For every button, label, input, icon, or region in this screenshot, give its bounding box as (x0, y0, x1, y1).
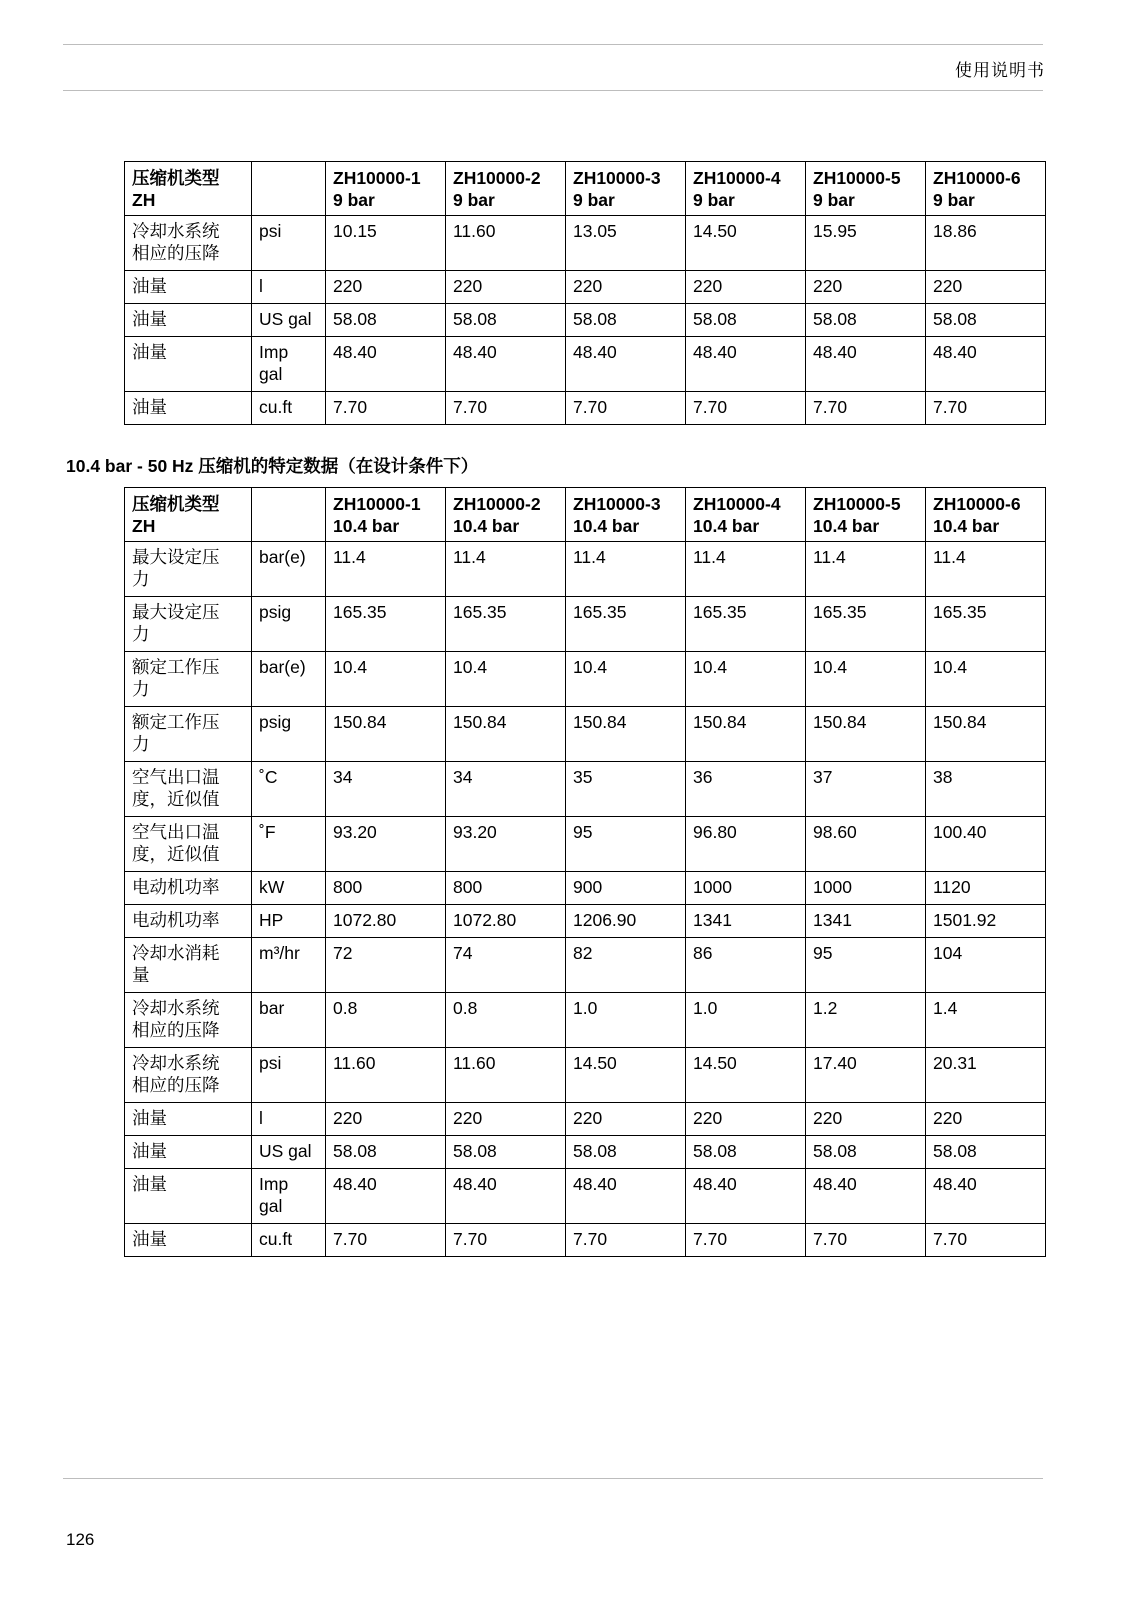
row-label-cell (125, 707, 252, 762)
row-label-line: 空气出口温 (132, 822, 220, 842)
value-cell: 48.40 (686, 337, 806, 392)
row-unit-cell (252, 392, 326, 425)
row-unit-line: Imp (259, 1174, 289, 1194)
row-label-line: 相应的压降 (132, 1020, 220, 1040)
model-name: ZH10000-4 (693, 168, 781, 188)
header-label-cell (125, 488, 252, 542)
header-model-cell (326, 162, 446, 216)
row-label-line: 电动机功率 (132, 910, 220, 930)
row-label-line: 油量 (132, 1229, 167, 1249)
table-row (125, 216, 1046, 271)
value-cell: 10.4 (566, 652, 686, 707)
header-model-cell (686, 162, 806, 216)
model-pressure: 10.4 bar (813, 516, 880, 536)
header-label-line: ZH (132, 516, 156, 536)
row-unit-line: Imp (259, 342, 289, 362)
row-label-line: 力 (132, 624, 150, 644)
value-cell: 14.50 (686, 216, 806, 271)
table-row (125, 1169, 1046, 1224)
value-cell: 104 (926, 938, 1046, 993)
row-label-cell (125, 216, 252, 271)
value-cell: 800 (326, 872, 446, 905)
value-cell: 48.40 (806, 1169, 926, 1224)
header-label-cell (125, 162, 252, 216)
row-unit-cell (252, 337, 326, 392)
model-name: ZH10000-1 (333, 494, 421, 514)
value-cell: 7.70 (326, 392, 446, 425)
value-cell: 48.40 (926, 1169, 1046, 1224)
row-label-line: 力 (132, 734, 150, 754)
value-cell: 34 (446, 762, 566, 817)
row-unit-line: cu.ft (259, 397, 293, 417)
value-cell: 150.84 (806, 707, 926, 762)
value-cell: 58.08 (566, 304, 686, 337)
model-pressure: 9 bar (573, 190, 615, 210)
table-row (125, 938, 1046, 993)
row-unit-cell (252, 872, 326, 905)
model-pressure: 9 bar (933, 190, 975, 210)
row-unit-line: bar(e) (259, 657, 306, 677)
value-cell: 7.70 (566, 392, 686, 425)
model-pressure: 10.4 bar (453, 516, 520, 536)
value-cell: 220 (926, 271, 1046, 304)
value-cell: 58.08 (926, 304, 1046, 337)
table-row (125, 542, 1046, 597)
row-label-cell (125, 993, 252, 1048)
value-cell: 800 (446, 872, 566, 905)
value-cell: 82 (566, 938, 686, 993)
table-header-row (125, 488, 1046, 542)
value-cell: 36 (686, 762, 806, 817)
header-model-cell (806, 162, 926, 216)
value-cell: 1.4 (926, 993, 1046, 1048)
table-row (125, 597, 1046, 652)
value-cell: 220 (806, 1103, 926, 1136)
value-cell: 11.60 (446, 216, 566, 271)
model-pressure: 10.4 bar (933, 516, 1000, 536)
row-unit-cell (252, 993, 326, 1048)
row-unit-line: m³/hr (259, 943, 300, 963)
row-unit-cell (252, 304, 326, 337)
row-label-cell (125, 337, 252, 392)
row-unit-line: bar(e) (259, 547, 306, 567)
value-cell: 96.80 (686, 817, 806, 872)
row-unit-line: gal (259, 364, 283, 384)
value-cell: 86 (686, 938, 806, 993)
value-cell: 34 (326, 762, 446, 817)
value-cell: 93.20 (326, 817, 446, 872)
row-label-cell (125, 817, 252, 872)
row-unit-line: l (259, 276, 263, 296)
row-label-line: 额定工作压 (132, 712, 220, 732)
row-label-line: 油量 (132, 1108, 167, 1128)
row-label-line: 油量 (132, 342, 167, 362)
value-cell: 165.35 (566, 597, 686, 652)
row-label-line: 最大设定压 (132, 547, 220, 567)
value-cell: 165.35 (446, 597, 566, 652)
value-cell: 48.40 (326, 1169, 446, 1224)
row-unit-line: US gal (259, 1141, 312, 1161)
value-cell: 150.84 (326, 707, 446, 762)
value-cell: 48.40 (446, 337, 566, 392)
table-row (125, 271, 1046, 304)
row-label-line: 量 (132, 965, 150, 985)
row-unit-cell (252, 905, 326, 938)
header-model-cell (926, 162, 1046, 216)
value-cell: 10.4 (686, 652, 806, 707)
value-cell: 11.4 (326, 542, 446, 597)
value-cell: 150.84 (446, 707, 566, 762)
value-cell: 220 (686, 271, 806, 304)
header-model-cell (446, 488, 566, 542)
value-cell: 58.08 (926, 1136, 1046, 1169)
value-cell: 35 (566, 762, 686, 817)
header-title: 使用说明书 (955, 61, 1045, 80)
header-label-line: 压缩机类型 (132, 168, 220, 188)
row-label-cell (125, 304, 252, 337)
value-cell: 1000 (806, 872, 926, 905)
header-unit-cell (252, 488, 326, 542)
row-label-line: 油量 (132, 1141, 167, 1161)
row-unit-line: psi (259, 221, 282, 241)
value-cell: 11.60 (446, 1048, 566, 1103)
value-cell: 58.08 (686, 304, 806, 337)
header-label-line: 压缩机类型 (132, 494, 220, 514)
row-unit-cell (252, 216, 326, 271)
model-pressure: 9 bar (693, 190, 735, 210)
row-label-cell (125, 1169, 252, 1224)
row-label-line: 油量 (132, 1174, 167, 1194)
value-cell: 10.4 (326, 652, 446, 707)
value-cell: 95 (806, 938, 926, 993)
model-name: ZH10000-3 (573, 168, 661, 188)
row-unit-line: bar (259, 998, 285, 1018)
row-label-line: 油量 (132, 309, 167, 329)
value-cell: 1.0 (686, 993, 806, 1048)
row-label-line: 度，近似值 (132, 789, 220, 809)
row-label-line: 电动机功率 (132, 877, 220, 897)
table-row (125, 392, 1046, 425)
value-cell: 1072.80 (326, 905, 446, 938)
value-cell: 1120 (926, 872, 1046, 905)
value-cell: 11.60 (326, 1048, 446, 1103)
row-unit-cell (252, 817, 326, 872)
row-label-line: 冷却水消耗 (132, 943, 220, 963)
value-cell: 0.8 (446, 993, 566, 1048)
model-name: ZH10000-6 (933, 168, 1021, 188)
model-pressure: 10.4 bar (693, 516, 760, 536)
value-cell: 10.15 (326, 216, 446, 271)
value-cell: 13.05 (566, 216, 686, 271)
table-row (125, 1136, 1046, 1169)
value-cell: 11.4 (806, 542, 926, 597)
row-unit-cell (252, 762, 326, 817)
row-label-line: 冷却水系统 (132, 998, 220, 1018)
header-model-cell (806, 488, 926, 542)
value-cell: 58.08 (806, 1136, 926, 1169)
row-unit-line: psig (259, 712, 292, 732)
value-cell: 7.70 (446, 392, 566, 425)
row-unit-cell (252, 1224, 326, 1257)
value-cell: 10.4 (806, 652, 926, 707)
value-cell: 165.35 (806, 597, 926, 652)
value-cell: 7.70 (566, 1224, 686, 1257)
value-cell: 58.08 (806, 304, 926, 337)
table-row (125, 872, 1046, 905)
value-cell: 165.35 (326, 597, 446, 652)
value-cell: 7.70 (686, 1224, 806, 1257)
value-cell: 93.20 (446, 817, 566, 872)
value-cell: 220 (326, 271, 446, 304)
value-cell: 48.40 (566, 1169, 686, 1224)
value-cell: 14.50 (686, 1048, 806, 1103)
value-cell: 15.95 (806, 216, 926, 271)
header-model-cell (686, 488, 806, 542)
table-row (125, 817, 1046, 872)
value-cell: 100.40 (926, 817, 1046, 872)
value-cell: 150.84 (686, 707, 806, 762)
row-label-cell (125, 1103, 252, 1136)
model-name: ZH10000-1 (333, 168, 421, 188)
row-unit-cell (252, 542, 326, 597)
value-cell: 7.70 (446, 1224, 566, 1257)
row-label-cell (125, 1136, 252, 1169)
row-unit-line: psi (259, 1053, 282, 1073)
model-name: ZH10000-5 (813, 494, 901, 514)
value-cell: 11.4 (686, 542, 806, 597)
value-cell: 18.86 (926, 216, 1046, 271)
model-name: ZH10000-2 (453, 168, 541, 188)
table-row (125, 762, 1046, 817)
row-unit-cell (252, 1169, 326, 1224)
row-unit-cell (252, 1136, 326, 1169)
row-unit-line: gal (259, 1196, 283, 1216)
header-label-line: ZH (132, 190, 156, 210)
row-unit-cell (252, 1048, 326, 1103)
value-cell: 74 (446, 938, 566, 993)
row-unit-cell (252, 1103, 326, 1136)
row-label-line: 额定工作压 (132, 657, 220, 677)
value-cell: 58.08 (326, 304, 446, 337)
row-label-cell (125, 1048, 252, 1103)
value-cell: 165.35 (926, 597, 1046, 652)
header-unit-cell (252, 162, 326, 216)
table-row (125, 905, 1046, 938)
value-cell: 14.50 (566, 1048, 686, 1103)
section-heading: 10.4 bar - 50 Hz 压缩机的特定数据（在设计条件下） (66, 456, 479, 476)
header-model-cell (926, 488, 1046, 542)
model-pressure: 9 bar (333, 190, 375, 210)
row-unit-line: HP (259, 910, 284, 930)
value-cell: 58.08 (686, 1136, 806, 1169)
row-label-cell (125, 542, 252, 597)
value-cell: 1.0 (566, 993, 686, 1048)
value-cell: 220 (686, 1103, 806, 1136)
value-cell: 58.08 (326, 1136, 446, 1169)
value-cell: 95 (566, 817, 686, 872)
model-name: ZH10000-2 (453, 494, 541, 514)
footer-rule (63, 1478, 1043, 1479)
value-cell: 58.08 (446, 304, 566, 337)
table-row (125, 304, 1046, 337)
table-row (125, 1224, 1046, 1257)
table-row (125, 1048, 1046, 1103)
table-row (125, 337, 1046, 392)
value-cell: 10.4 (446, 652, 566, 707)
row-label-cell (125, 905, 252, 938)
row-unit-line: ˚C (259, 767, 278, 787)
value-cell: 1501.92 (926, 905, 1046, 938)
header-model-cell (326, 488, 446, 542)
row-label-line: 力 (132, 679, 150, 699)
row-label-cell (125, 597, 252, 652)
header-bottom-rule (63, 90, 1043, 91)
value-cell: 220 (926, 1103, 1046, 1136)
row-unit-cell (252, 652, 326, 707)
row-label-line: 度，近似值 (132, 844, 220, 864)
row-unit-cell (252, 597, 326, 652)
value-cell: 7.70 (326, 1224, 446, 1257)
header-model-cell (566, 162, 686, 216)
model-name: ZH10000-3 (573, 494, 661, 514)
row-label-line: 最大设定压 (132, 602, 220, 622)
value-cell: 0.8 (326, 993, 446, 1048)
row-label-cell (125, 392, 252, 425)
row-unit-line: kW (259, 877, 285, 897)
row-label-cell (125, 652, 252, 707)
model-name: ZH10000-4 (693, 494, 781, 514)
row-unit-line: l (259, 1108, 263, 1128)
value-cell: 1341 (686, 905, 806, 938)
value-cell: 11.4 (926, 542, 1046, 597)
model-name: ZH10000-6 (933, 494, 1021, 514)
row-label-line: 相应的压降 (132, 1075, 220, 1095)
row-label-line: 冷却水系统 (132, 221, 220, 241)
value-cell: 220 (446, 1103, 566, 1136)
value-cell: 38 (926, 762, 1046, 817)
value-cell: 48.40 (566, 337, 686, 392)
row-label-cell (125, 938, 252, 993)
value-cell: 98.60 (806, 817, 926, 872)
value-cell: 165.35 (686, 597, 806, 652)
value-cell: 1000 (686, 872, 806, 905)
value-cell: 10.4 (926, 652, 1046, 707)
header-model-cell (566, 488, 686, 542)
value-cell: 17.40 (806, 1048, 926, 1103)
row-unit-cell (252, 707, 326, 762)
model-name: ZH10000-5 (813, 168, 901, 188)
value-cell: 11.4 (446, 542, 566, 597)
model-pressure: 9 bar (453, 190, 495, 210)
value-cell: 20.31 (926, 1048, 1046, 1103)
value-cell: 220 (806, 271, 926, 304)
value-cell: 7.70 (926, 1224, 1046, 1257)
header-model-cell (446, 162, 566, 216)
row-unit-line: ˚F (259, 822, 276, 842)
value-cell: 1341 (806, 905, 926, 938)
value-cell: 150.84 (926, 707, 1046, 762)
row-label-cell (125, 1224, 252, 1257)
value-cell: 48.40 (806, 337, 926, 392)
value-cell: 7.70 (926, 392, 1046, 425)
row-unit-line: cu.ft (259, 1229, 293, 1249)
page-number: 126 (66, 1530, 95, 1549)
table-row (125, 1103, 1046, 1136)
row-unit-line: psig (259, 602, 292, 622)
table-row (125, 652, 1046, 707)
value-cell: 1206.90 (566, 905, 686, 938)
row-label-cell (125, 271, 252, 304)
value-cell: 48.40 (926, 337, 1046, 392)
row-label-line: 空气出口温 (132, 767, 220, 787)
value-cell: 58.08 (446, 1136, 566, 1169)
value-cell: 7.70 (686, 392, 806, 425)
table-header-row (125, 162, 1046, 216)
row-label-line: 相应的压降 (132, 243, 220, 263)
row-label-line: 油量 (132, 397, 167, 417)
row-label-cell (125, 872, 252, 905)
value-cell: 900 (566, 872, 686, 905)
spec-table-10-4bar (124, 487, 1046, 1257)
value-cell: 220 (566, 271, 686, 304)
value-cell: 1.2 (806, 993, 926, 1048)
row-unit-cell (252, 271, 326, 304)
row-unit-cell (252, 938, 326, 993)
row-label-line: 冷却水系统 (132, 1053, 220, 1073)
table-row (125, 993, 1046, 1048)
model-pressure: 10.4 bar (573, 516, 640, 536)
table-row (125, 707, 1046, 762)
model-pressure: 9 bar (813, 190, 855, 210)
header-top-rule (63, 44, 1043, 45)
value-cell: 1072.80 (446, 905, 566, 938)
value-cell: 220 (446, 271, 566, 304)
value-cell: 72 (326, 938, 446, 993)
value-cell: 220 (326, 1103, 446, 1136)
row-label-cell (125, 762, 252, 817)
value-cell: 37 (806, 762, 926, 817)
spec-table-9bar (124, 161, 1046, 425)
value-cell: 48.40 (326, 337, 446, 392)
value-cell: 7.70 (806, 1224, 926, 1257)
row-unit-line: US gal (259, 309, 312, 329)
value-cell: 150.84 (566, 707, 686, 762)
model-pressure: 10.4 bar (333, 516, 400, 536)
value-cell: 220 (566, 1103, 686, 1136)
row-label-line: 力 (132, 569, 150, 589)
row-label-line: 油量 (132, 276, 167, 296)
value-cell: 58.08 (566, 1136, 686, 1169)
value-cell: 48.40 (446, 1169, 566, 1224)
value-cell: 11.4 (566, 542, 686, 597)
value-cell: 7.70 (806, 392, 926, 425)
value-cell: 48.40 (686, 1169, 806, 1224)
